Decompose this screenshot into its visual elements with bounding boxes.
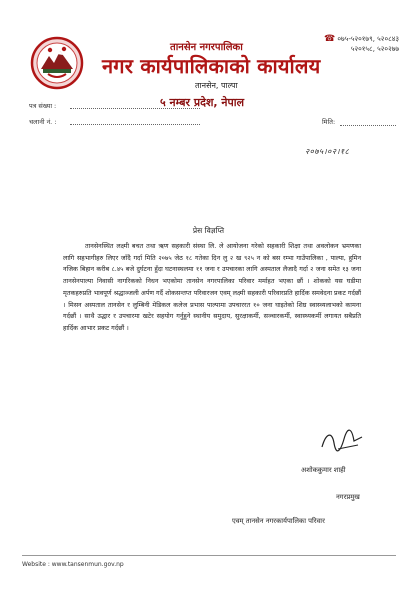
province-address: ५ नम्बर प्रदेश, नेपाल	[160, 96, 245, 109]
signatory-name: अशोककुमार शाही	[301, 466, 346, 474]
org-subtitle: तानसेन नगरपालिका	[170, 42, 243, 53]
signatory-title: नगरप्रमुख	[336, 493, 360, 501]
town-address: तानसेन, पाल्पा	[195, 81, 238, 90]
press-release-title: प्रेस विज्ञप्ति	[192, 226, 225, 235]
dispatch-no-label: चलानी नं. :	[29, 118, 57, 126]
letter-date: २०७५।०२।१८	[305, 147, 350, 156]
letter-body-paragraph: तानसेनस्थित लक्ष्मी बचत तथा ऋण सहकारी संस्था लि. ले आयोजना गरेको सहकारी शिक्षा तथा अवलोकन भ्रमणका लागि सहभागीहरु लिएर जाँदै गर्दा मिति २०७५ जेठ १८ गतेका दिन लु २ ख ९२५ न को बस रम्भा गाउँपालिका , पाल्पा, हुमिन नजिक बिहान करीब ८.४५ बजे दुर्घटना हुँदा घटनास्थलमा ११ जना र उपचारका लागि अस्पताल लैजादै गर्दा २ जना समेत १३ जना तानसेनपाल्पा निवासी नागरिकको निधन भएकोमा तानसेन नगरपालिका परिवार मर्माहत भएका छौं । शोकको यस घडीमा मृतकहरुप्रति भावपूर्ण श्रद्धाञ्जली अर्पण गर्दै शोकसन्तप्त परिवारजन एवम् लक्ष्मी सहकारी परिवारप्रति हार्दिक समवेदना प्रकट गर्दछौं । मिसन अस्पताल तानसेन र लुम्बिनी मेडिकल कलेज प्रभास पाल्पामा उपचाररत १० जना घाइतेको शिघ्र स्वास्थ्यलाभको कामना गर्दछौं । साथै उद्धार र उपचारमा खटेर सहयोग गर्नुहुने स्थानीय समुदाय, सुरक्षाकर्मी, सञ्चारकर्मी, स्वास्थ्यकर्मी लगायत सबैप्रति हार्दिक आभार प्रकट गर्दछौं ।	[63, 242, 361, 332]
date-line	[340, 125, 396, 126]
letter-body	[63, 241, 361, 335]
phone-line-1: ०७५-५२०१७९, ५२०८४३	[337, 35, 399, 43]
handwritten-signature	[318, 425, 366, 457]
date-label: मिति:	[322, 118, 336, 126]
dispatch-no-line	[70, 124, 200, 125]
letter-no-line	[70, 108, 200, 109]
footer-divider	[22, 555, 396, 556]
phone-line-2: ५२०१५८, ५२०२७७	[350, 45, 399, 53]
footer-website: Website : www.tansenmun.gov.np	[22, 561, 124, 568]
signatory-on-behalf: एवम् तानसेन नगरकार्यपालिका परिवार	[232, 517, 325, 525]
phone-block	[324, 34, 399, 54]
nepal-emblem-icon	[30, 36, 84, 90]
letter-no-label: पत्र संख्या :	[29, 102, 57, 110]
phone-icon: ☎	[323, 34, 336, 44]
org-title: नगर कार्यपालिकाको कार्यालय	[102, 54, 321, 78]
